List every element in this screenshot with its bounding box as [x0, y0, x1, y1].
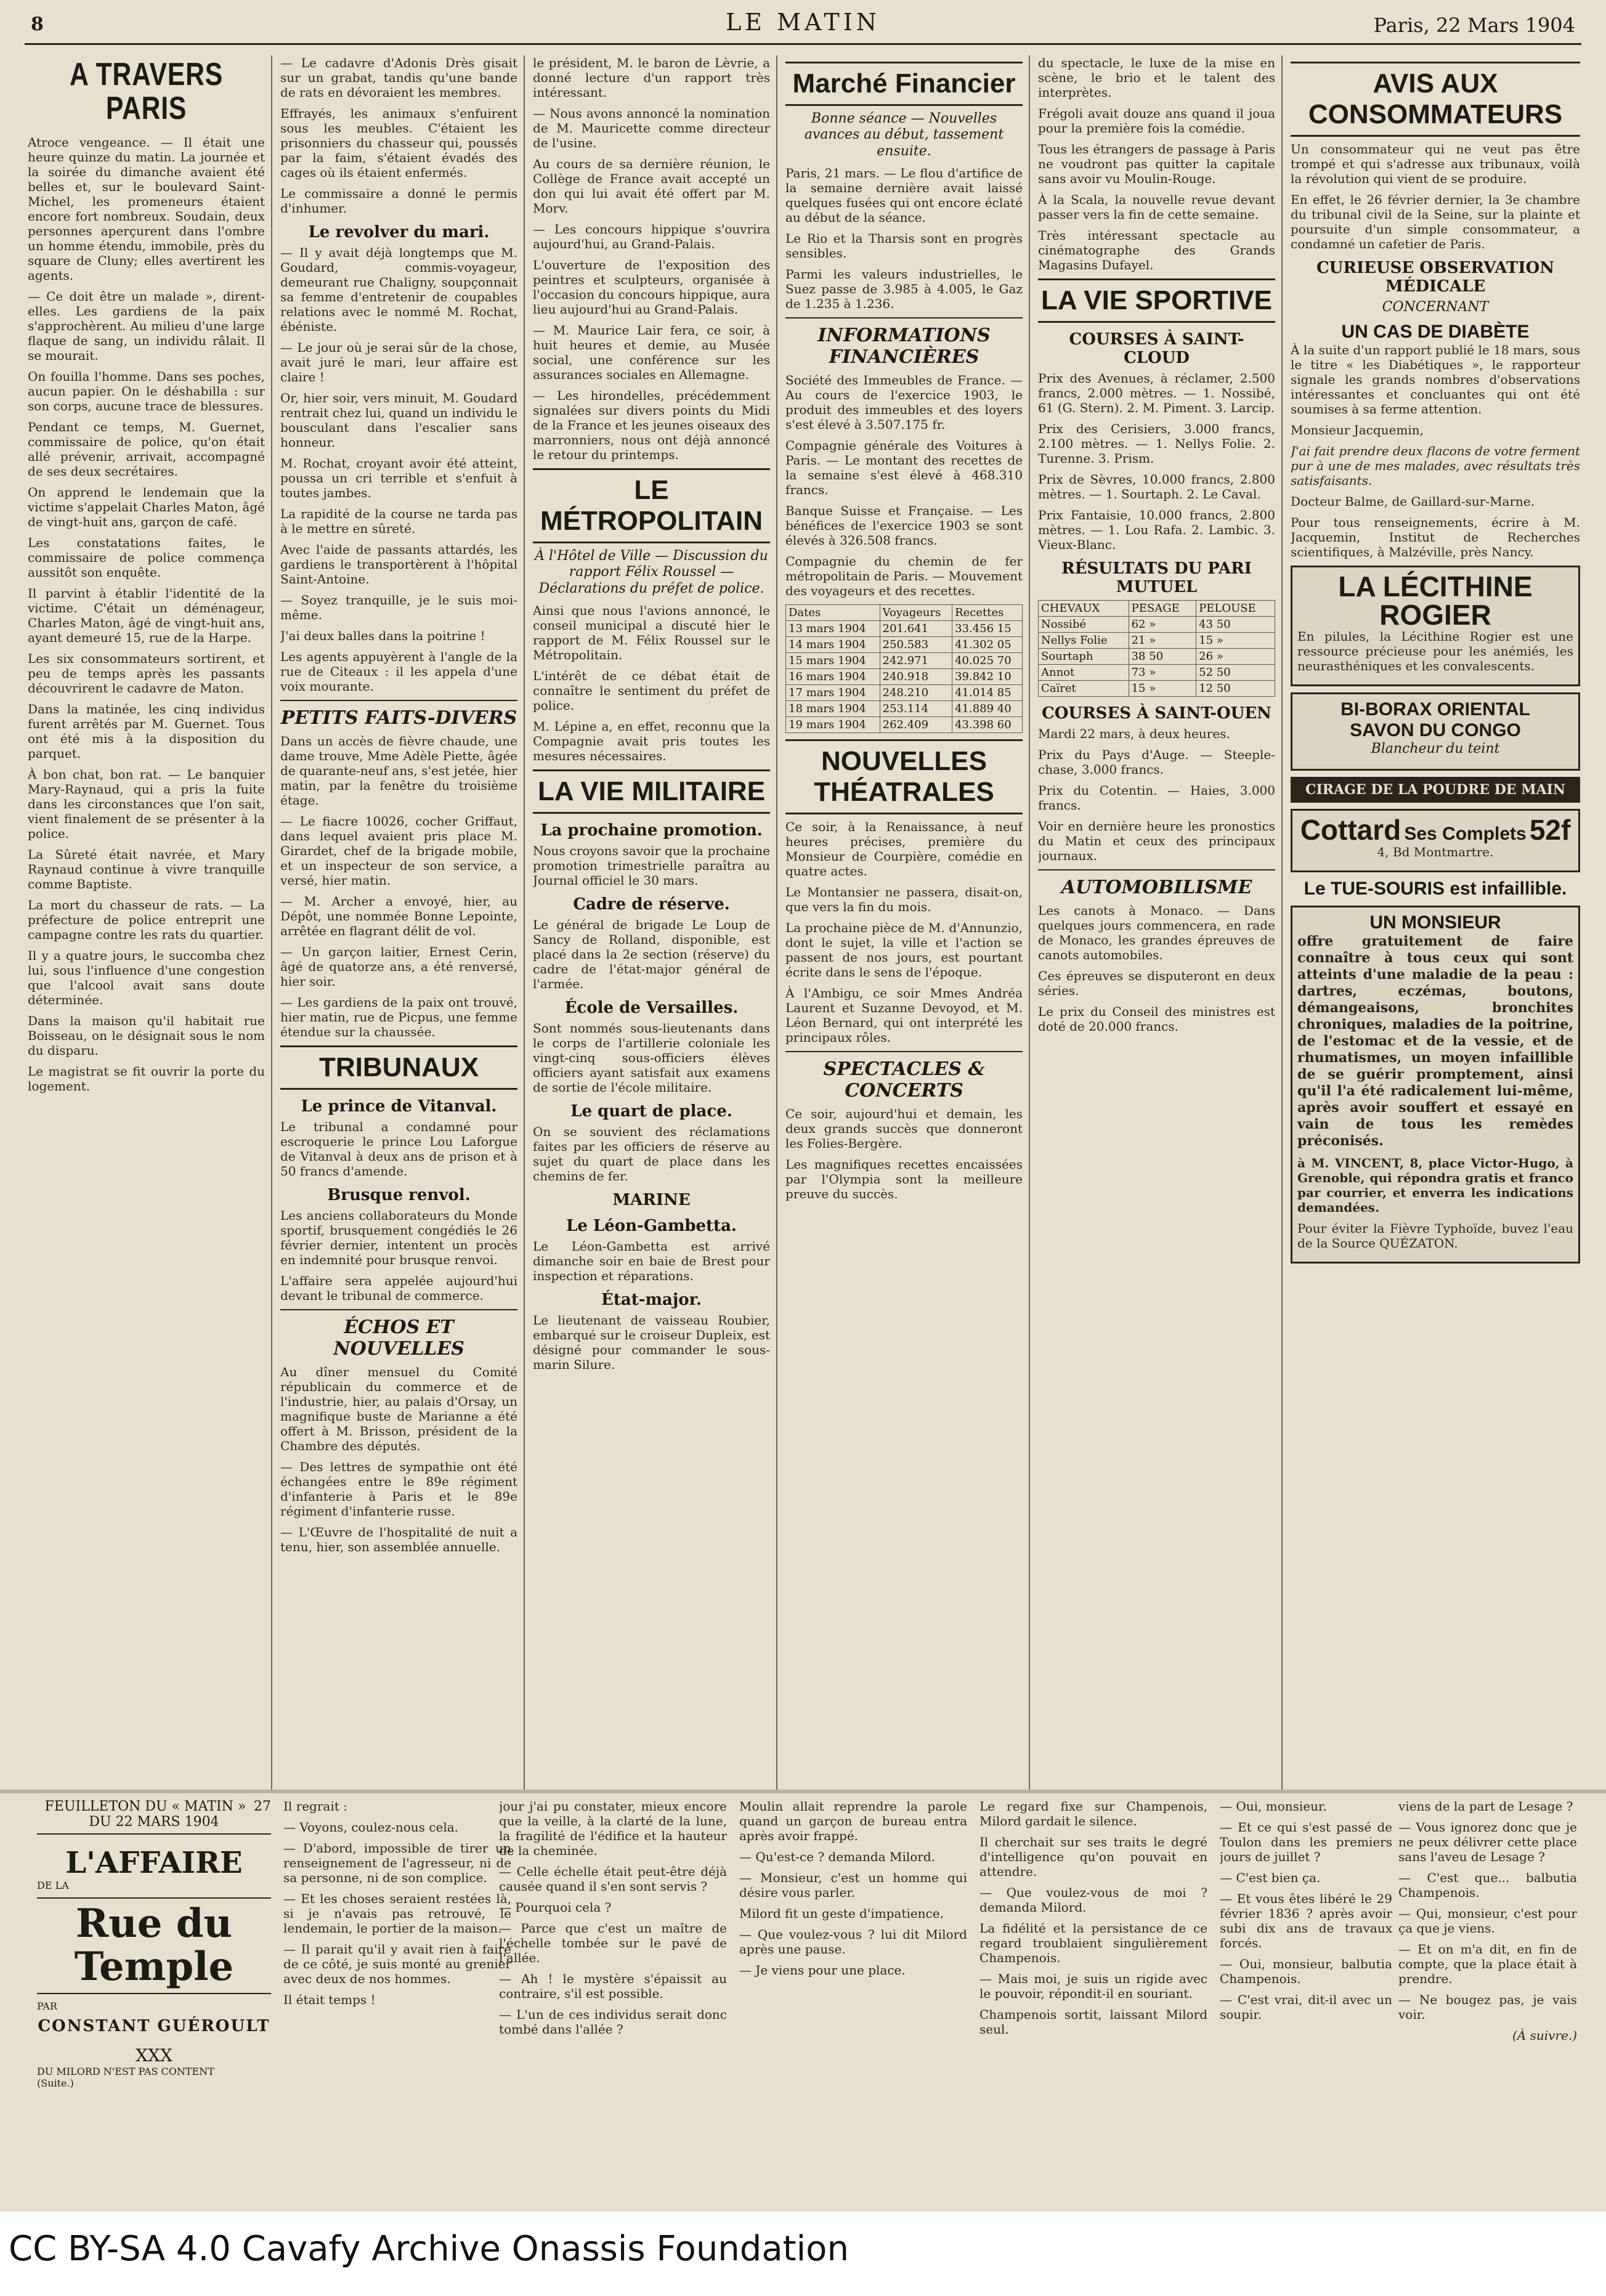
paragraph: — Et les choses seraient restées là, si je n'avais pas retrouvé, le lendemain, le portier de la maison.	[283, 1891, 511, 1936]
table-cell: 33.456 15	[952, 621, 1023, 637]
paragraph: J'ai deux balles dans la poitrine !	[280, 628, 485, 643]
paragraph: — Le jour où je serai sûr de la chose, avait juré le mari, leur affaire est claire !	[280, 340, 517, 384]
column-5	[1038, 55, 1275, 1793]
subheading: Le Léon-Gambetta.	[566, 1217, 737, 1236]
paragraph: Prix Fantaisie, 10.000 francs, 2.800 mètres. — 1. Lou Rafa. 2. Lambic. 3. Vieux-Blanc.	[1038, 508, 1275, 552]
table-cell: 21 »	[1129, 633, 1196, 649]
paragraph: viens de la part de Lesage ?	[1398, 1799, 1573, 1814]
feuilleton-chapter-title: DU MILORD N'EST PAS CONTENT	[37, 2065, 214, 2077]
table-cell: 26 »	[1196, 649, 1275, 665]
paragraph: La mort du chasseur de rats. — La préfecture de police entreprit une campagne contre les rats du quartier.	[28, 898, 265, 943]
table-cell: 43 50	[1196, 617, 1275, 633]
newspaper-name: LE MATIN	[726, 9, 880, 36]
paragraph: Compagnie du chemin de fer métropolitain de Paris. — Mouvement des voyageurs et des recettes.	[785, 554, 1023, 599]
paragraph: — Et vous êtes libéré le 29 février 1836 ? après avoir subi dix ans de travaux forcés.	[1220, 1891, 1392, 1950]
table-cell: 16 mars 1904	[786, 669, 880, 685]
section-title-nouvelles-theatrales: NOUVELLES THÉATRALES	[785, 739, 1023, 814]
table-cell: 15 mars 1904	[786, 653, 880, 669]
feuilleton-title: L'AFFAIRE	[65, 1846, 243, 1880]
paragraph: En effet, le 26 février dernier, la 3e chambre du tribunal civil de la Seine, sur la plainte et poursuite d'un simple consommateur, a condamné un cafetier de Paris.	[1291, 192, 1580, 251]
table-cell: Caïret	[1039, 681, 1129, 697]
section-title-automobilisme: AUTOMOBILISME	[1038, 869, 1275, 898]
ad-text: offre gratuitement de faire connaître à tous ceux qui sont atteints d'une maladie de la peau : dartres, eczémas, boutons, démangeaisons, bronchites chroniques, maladies de la poitrine, de l'estomac et de la vessie, et de rhumatismes, un moyen infaillible de se guérir promptement, ainsi qu'il l'a été radicalement lui-même, après avoir souffert et essayé en vain de tous les remèdes préconisés.	[1297, 933, 1573, 1149]
paragraph: Très intéressant spectacle au cinématographe des Grands Magasins Dufayel.	[1038, 228, 1275, 272]
paragraph: — Et ce qui s'est passé de Toulon dans les premiers jours de juillet ?	[1220, 1820, 1392, 1864]
paragraph: Il était temps !	[283, 1992, 376, 2007]
paragraph: Dans la maison qu'il habitait rue Boisseau, on le désignait sous le nom du disparu.	[28, 1013, 265, 1058]
paragraph: — Il parait qu'il y avait rien à faire de ce côté, je suis monté au grenier avec deux de nos hommes.	[283, 1942, 511, 1986]
table-cell: Nellys Folie	[1039, 633, 1129, 649]
feuilleton-by: PAR	[37, 2000, 57, 2012]
paragraph: — C'est vrai, dit-il avec un soupir.	[1220, 1992, 1392, 2022]
feuilleton-section	[37, 1799, 1581, 2193]
paragraph: — Que voulez-vous ? lui dit Milord après une pause.	[739, 1927, 967, 1957]
table-row	[786, 637, 1023, 653]
paragraph: — L'un de ces individus serait donc tombé dans l'allée ?	[499, 2007, 727, 2037]
paragraph: — Des lettres de sympathie ont été échangées entre le 89e régiment d'infanterie à Paris et le 89e régiment d'infanterie russe.	[280, 1459, 517, 1519]
paragraph: Il cherchait sur ses traits le degré d'intelligence qu'on pouvait en attendre.	[979, 1835, 1207, 1879]
paragraph: Nous croyons savoir que la prochaine promotion trimestrielle paraîtra au Journal officiel le 30 mars.	[533, 843, 770, 888]
subheading: École de Versailles.	[564, 999, 739, 1018]
ad-title: CIRAGE DE LA POUDRE DE MAIN	[1305, 781, 1566, 798]
section-title-avis-consommateurs: AVIS AUX CONSOMMATEURS	[1291, 62, 1580, 137]
credit-text: CC BY-SA 4.0 Cavafy Archive Onassis Foundation	[9, 2229, 849, 2269]
paragraph: Les canots à Monaco. — Dans quelques jours commencera, en rade de Monaco, les grandes épreuves de canots automobiles.	[1038, 903, 1275, 962]
paragraph: Le tribunal a condamné pour escroquerie le prince Lou Laforgue de Vitanval à deux ans de prison et à 50 francs d'amende.	[280, 1119, 517, 1178]
ad-title: LA LÉCITHINE ROGIER	[1338, 570, 1533, 631]
paragraph: Ce soir, à la Renaissance, à neuf heures précises, première du Monsieur de Courpière, comédie en quatre actes.	[785, 819, 1023, 879]
paragraph: — Ah ! le mystère s'épaissit au contraire, s'il est possible.	[499, 1971, 727, 2001]
paragraph: À la suite d'un rapport publié le 18 mars, sous le titre « les Diabétiques », le rapporteur signale les grands nombres d'observations intéressantes et concluantes qui ont été soumises à sa ferme attention.	[1291, 343, 1580, 417]
paragraph: À la Scala, la nouvelle revue devant passer vers la fin de cette semaine.	[1038, 192, 1275, 222]
paragraph: jour j'ai pu constater, mieux encore que la veille, à la clarté de la lune, la fragilité de l'édifice et la hauteur de la cheminée.	[499, 1799, 727, 1858]
paragraph: — Les concours hippique s'ouvrira aujourd'hui, au Grand-Palais.	[533, 222, 770, 251]
subheading: RÉSULTATS DU PARI MUTUEL	[1061, 559, 1252, 596]
paragraph: — Qu'est-ce ? demanda Milord.	[739, 1849, 936, 1864]
paragraph: Au dîner mensuel du Comité républicain du commerce et de l'industrie, hier, au palais d'Orsay, un magnifique buste de Marianne a été offert à M. Brisson, président de la Chambre des députés.	[280, 1365, 517, 1453]
table-cell: 12 50	[1196, 681, 1275, 697]
table-cell: 41.014 85	[952, 685, 1023, 701]
paragraph: Voir en dernière heure les pronostics du Matin et ceux des principaux journaux.	[1038, 819, 1275, 863]
feuilleton-date: DU 22 MARS 1904	[89, 1814, 219, 1830]
paragraph: Champenois sortit, laissant Milord seul.	[979, 2007, 1207, 2037]
column-rule	[1281, 55, 1283, 1793]
paragraph: — Il y avait déjà longtemps que M. Goudard, commis-voyageur, demeurant rue Chaligny, soupçonnait sa femme d'entretenir de coupables relations avec le nommé M. Rochat, ébéniste.	[280, 245, 517, 334]
table-header-cell: Recettes	[952, 605, 1023, 621]
paragraph: Frégoli avait douze ans quand il joua pour la première fois la comédie.	[1038, 106, 1275, 136]
column-rule	[271, 55, 272, 1793]
feuilleton-author: CONSTANT GUÉROULT	[38, 2016, 270, 2035]
paragraph: — C'est bien ça.	[1220, 1870, 1321, 1885]
paragraph: — Qui, monsieur, c'est pour ça que je viens.	[1398, 1906, 1577, 1936]
table-cell: 38 50	[1129, 649, 1196, 665]
table-cell: 73 »	[1129, 665, 1196, 681]
section-title-petits-faits-divers: PETITS FAITS-DIVERS	[280, 700, 517, 729]
section-title-vie-sportive: LA VIE SPORTIVE	[1038, 278, 1275, 323]
paragraph: du spectacle, le luxe de la mise en scène, le brio et le talent des interprètes.	[1038, 55, 1275, 100]
paragraph: Ces épreuves se disputeront en deux séries.	[1038, 968, 1275, 998]
paragraph: Prix des Cerisiers, 3.000 francs, 2.100 mètres. — 1. Nellys Folie. 2. Turenne. 3. Prism.	[1038, 421, 1275, 466]
table-cell: 17 mars 1904	[786, 685, 880, 701]
paragraph: La Sûreté était navrée, et Mary Raynaud continue à vivre tranquille comme Baptiste.	[28, 847, 265, 892]
paragraph: — Voyons, coulez-nous cela.	[283, 1820, 458, 1835]
table-cell: 40.025 70	[952, 653, 1023, 669]
paragraph: Le Rio et la Tharsis sont en progrès sensibles.	[785, 231, 1023, 261]
paragraph: Il regrait :	[283, 1799, 347, 1814]
table-cell: 41.302 05	[952, 637, 1023, 653]
paragraph: — Un garçon laitier, Ernest Cerin, âgé de quatorze ans, a été renversé, hier soir.	[280, 944, 517, 989]
table-row	[1039, 665, 1275, 681]
feuilleton-title-mid: DE LA	[37, 1879, 69, 1891]
feuilleton-column-4	[979, 1799, 1207, 2193]
paragraph: Le Léon-Gambetta est arrivé dimanche soir en baie de Brest pour inspection et réparations.	[533, 1239, 770, 1284]
ad-text: Ses Complets	[1404, 823, 1527, 844]
section-title-informations-financieres: INFORMATIONS FINANCIÈRES	[785, 317, 1023, 368]
paragraph: Les six consommateurs sortirent, et peu de temps après les passants découvrirent le cadavre de Maton.	[28, 651, 265, 696]
subheading: MARINE	[612, 1191, 691, 1210]
borax-ad	[1291, 692, 1580, 770]
paragraph: Pendant ce temps, M. Guernet, commissaire de police, qu'on était allé prévenir, arrivait, accompagné de ses deux secrétaires.	[28, 420, 265, 479]
table-header-row	[786, 605, 1023, 621]
table-row	[1039, 633, 1275, 649]
section-title-vie-militaire: LA VIE MILITAIRE	[533, 769, 770, 814]
paragraph: À bon chat, bon rat. — Le banquier Mary-Raynaud, qui a pris la fuite dans les circonstances que l'on sait, vient finalement de se présenter à la police.	[28, 767, 265, 842]
paragraph: La fidélité et la persistance de ce regard troublaient singulièrement Champenois.	[979, 1921, 1207, 1965]
table-cell: 250.583	[880, 637, 952, 653]
table-cell: Sourtaph	[1039, 649, 1129, 665]
paragraph: On fouilla l'homme. Dans ses poches, aucun papier. On le déshabilla : sur son corps, aucune trace de blessures.	[28, 369, 265, 414]
paragraph: On se souvient des réclamations faites par les officiers de réserve au sujet du quart de place dans les chemins de fer.	[533, 1124, 770, 1184]
paragraph: — Vous ignorez donc que je ne peux délivrer cette place sans l'aveu de Lesage ?	[1398, 1820, 1577, 1864]
subheading: COURSES À SAINT-OUEN	[1042, 704, 1271, 723]
table-header-cell: PELOUSE	[1196, 601, 1275, 617]
ad-address: 4, Bd Montmartre.	[1377, 844, 1494, 859]
ad-title: BI-BORAX ORIENTAL	[1340, 699, 1530, 720]
paragraph: Sont nommés sous-lieutenants dans le corps de l'artillerie coloniale les vingt-cinq sous-officiers élèves officiers ayant satisfait aux examens de sortie de l'école militaire.	[533, 1021, 770, 1095]
paragraph: — D'abord, impossible de tirer un renseignement de l'agresseur, ni de sa personne, ni de son complice.	[283, 1841, 511, 1885]
paragraph: Moulin allait reprendre la parole quand un garçon de bureau entra après avoir frappé.	[739, 1799, 967, 1843]
table-cell: Annot	[1039, 665, 1129, 681]
subheading: Le prince de Vitanval.	[301, 1097, 497, 1116]
table-row	[786, 653, 1023, 669]
paragraph: — Le fiacre 10026, cocher Griffaut, dans lequel avaient pris place M. Girardet, chef de la brigade mobile, et un inspecteur de son service, a versé, hier matin.	[280, 814, 517, 888]
column-rule	[776, 55, 777, 1793]
paragraph: Le général de brigade Le Loup de Sancy de Rolland, disponible, est placé dans la 2e section (réserve) du cadre de l'état-major général de l'armée.	[533, 917, 770, 992]
lecithine-ad	[1291, 566, 1580, 686]
column-4	[785, 55, 1023, 1793]
ad-address: à M. VINCENT, 8, place Victor-Hugo, à Grenoble, qui répondra gratis et franco par courrier, et enverra les indications demandées.	[1297, 1155, 1573, 1215]
paragraph: L'affaire sera appelée aujourd'hui devant le tribunal de commerce.	[280, 1273, 517, 1303]
paragraph: Le regard fixe sur Champenois, Milord gardait le silence.	[979, 1799, 1207, 1828]
betting-results-table	[1038, 600, 1275, 697]
subheading: CURIEUSE OBSERVATION MÉDICALE	[1316, 259, 1554, 296]
paragraph: Ainsi que nous l'avions annoncé, le conseil municipal a discuté hier le rapport de M. Félix Roussel sur le Métropolitain.	[533, 603, 770, 663]
section-title-echos: ÉCHOS ET NOUVELLES	[280, 1309, 517, 1360]
paragraph: Mardi 22 mars, à deux heures.	[1038, 726, 1230, 741]
paragraph: — Que voulez-vous de moi ? demanda Milord.	[979, 1885, 1207, 1915]
credit-bar	[0, 2212, 1606, 2296]
feuilleton-column-5	[1220, 1799, 1392, 2193]
paragraph: — Parce que c'est un maître de l'échelle tombée sur le pavé de l'allée.	[499, 1921, 727, 1965]
paragraph: Milord fit un geste d'impatience.	[739, 1906, 944, 1921]
section-subtitle: Bonne séance — Nouvelles avances au début, tassement ensuite.	[804, 111, 1004, 159]
paragraph: Il parvint à établir l'identité de la victime. C'était un déménageur, Charles Maton, âgé de vingt-huit ans, ayant demeuré 15, rue de la Harpe.	[28, 586, 265, 646]
paragraph: Il y a quatre jours, le succomba chez lui, sous l'influence d'une congestion que l'alcool avait sans doute déterminée.	[28, 948, 265, 1008]
table-cell: 14 mars 1904	[786, 637, 880, 653]
paragraph: M. Lépine a, en effet, reconnu que la Compagnie avait pris toutes les mesures nécessaires.	[533, 719, 770, 764]
feuilleton-chapter-note: (Suite.)	[37, 2077, 74, 2089]
table-header-cell: PESAGE	[1129, 601, 1196, 617]
column-2	[280, 55, 517, 1793]
paragraph: Le Montansier ne passera, disait-on, que vers la fin du mois.	[785, 885, 1023, 915]
cirage-ad	[1291, 777, 1580, 803]
table-cell: 13 mars 1904	[786, 621, 880, 637]
cottard-ad	[1291, 809, 1580, 872]
paragraph: L'intérêt de ce débat était de connaître le sentiment du préfet de police.	[533, 668, 770, 713]
column-1	[28, 55, 265, 1793]
paragraph: — Les gardiens de la paix ont trouvé, hier matin, rue de Picpus, une femme étendue sur la chaussée.	[280, 995, 517, 1039]
table-row	[1039, 649, 1275, 665]
paragraph: — Oui, monsieur.	[1220, 1799, 1327, 1814]
column-rule	[524, 55, 525, 1793]
table-header-cell: Dates	[786, 605, 880, 621]
paragraph: Atroce vengeance. — Il était une heure quinze du matin. La journée et la soirée du dimanche avaient été belles et, sur le boulevard Saint-Michel, les promeneurs étaient encore fort nombreux. Soudain, deux personnes aperçurent dans l'ombre un homme étendu, immobile, près du square de Cluny; elles avertirent les agents.	[28, 135, 265, 283]
paragraph: — L'Œuvre de l'hospitalité de nuit a tenu, hier, son assemblée annuelle.	[280, 1525, 517, 1554]
paragraph: Le commissaire a donné le permis d'inhumer.	[280, 186, 517, 216]
paragraph: — Mais moi, je suis un rigide avec le pouvoir, répondit-il en souriant.	[979, 1971, 1207, 2001]
feuilleton-column-6	[1398, 1799, 1577, 2193]
table-cell: 15 »	[1196, 633, 1275, 649]
section-title-metropolitain: LE MÉTROPOLITAIN	[533, 468, 770, 543]
paragraph: Banque Suisse et Française. — Les bénéfices de l'exercice 1903 se sont élevés à 326.508 francs.	[785, 503, 1023, 548]
table-cell: 52 50	[1196, 665, 1275, 681]
section-title-tribunaux: TRIBUNAUX	[280, 1045, 517, 1090]
table-header-cell: Voyageurs	[880, 605, 952, 621]
paragraph: Paris, 21 mars. — Le flou d'artifice de la semaine dernière avait laissé quelques fusées qui ont encore éclaté au début de la séance.	[785, 166, 1023, 225]
ad-footer: Pour éviter la Fièvre Typhoïde, buvez l'eau de la Source QUÉZATON.	[1297, 1220, 1573, 1251]
paragraph: Société des Immeubles de France. — Au cours de l'exercice 1903, le produit des immeubles et des loyers s'est élevé à 3.507.175 fr.	[785, 373, 1023, 432]
table-header-cell: CHEVAUX	[1039, 601, 1129, 617]
paragraph: Le prix du Conseil des ministres est doté de 20.000 francs.	[1038, 1004, 1275, 1034]
paragraph: — Nous avons annoncé la nomination de M. Mauricette comme directeur de l'usine.	[533, 106, 770, 150]
paragraph: Parmi les valeurs industrielles, le Suez passe de 3.985 à 4.005, le Gaz de 1.235 à 1.236.	[785, 267, 1023, 312]
section-subtitle: CONCERNANT	[1382, 299, 1489, 315]
to-be-continued: (À suivre.)	[1512, 2028, 1577, 2043]
paragraph: Les anciens collaborateurs du Monde sportif, brusquement congédiés le 26 février dernier, intentent un procès en indemnité pour brusque renvoi.	[280, 1208, 517, 1267]
paragraph: Un consommateur qui ne veut pas être trompé et qui s'adresse aux tribunaux, voilà la révolution qui vient de se produire.	[1291, 142, 1580, 186]
subheading: État-major.	[601, 1291, 702, 1310]
paragraph: — Oui, monsieur, balbutia Champenois.	[1220, 1957, 1392, 1986]
table-row	[786, 685, 1023, 701]
paragraph: Docteur Balme, de Gaillard-sur-Marne.	[1291, 494, 1535, 509]
page-number: 8	[31, 14, 44, 35]
ad-title: UN MONSIEUR	[1369, 912, 1501, 933]
ad-brand: Cottard	[1300, 813, 1401, 846]
table-cell: 253.114	[880, 701, 952, 717]
table-cell: Nossibé	[1039, 617, 1129, 633]
feuilleton-chapter: XXX	[136, 2045, 172, 2066]
paragraph: Prix du Pays d'Auge. — Steeple-chase, 3.000 francs.	[1038, 747, 1275, 777]
ad-text: En pilules, la Lécithine Rogier est une ressource précieuse pour les anémiés, les neurasthéniques et les convalescents.	[1297, 629, 1573, 674]
section-subtitle: À l'Hôtel de Ville — Discussion du rapport Félix Roussel — Déclarations du préfet de police.	[535, 548, 768, 596]
paragraph: L'ouverture de l'exposition des peintres et sculpteurs, organisée à l'occasion du concours hippique, aura lieu aujourd'hui au Grand-Palais.	[533, 258, 770, 317]
diabetes-headline: UN CAS DE DIABÈTE	[1341, 322, 1530, 343]
paragraph: — Je viens pour une place.	[739, 1963, 906, 1978]
monsieur-ad	[1291, 906, 1580, 1264]
paragraph: Pour tous renseignements, écrire à M. Jacquemin, Institut de Recherches scientifiques, à Malzéville, près Nancy.	[1291, 515, 1580, 560]
table-cell: 15 »	[1129, 681, 1196, 697]
paragraph: Effrayés, les animaux s'enfuirent sous les meubles. C'étaient les prisonniers du chasseur qui, poussés par la faim, s'étaient évadés des cages où ils étaient enfermés.	[280, 106, 517, 180]
feuilleton-title-main: Rue du Temple	[37, 1897, 271, 1994]
table-cell: 240.918	[880, 669, 952, 685]
ad-price: 52f	[1529, 813, 1571, 846]
paragraph: Prix du Cotentin. — Haies, 3.000 francs.	[1038, 783, 1275, 813]
paragraph: — Monsieur, c'est un homme qui désire vous parler.	[739, 1870, 967, 1900]
column-6	[1291, 55, 1580, 1793]
column-3	[533, 55, 770, 1793]
table-cell: 18 mars 1904	[786, 701, 880, 717]
paragraph: Monsieur Jacquemin,	[1291, 423, 1424, 438]
paragraph: La prochaine pièce de M. d'Annunzio, dont le sujet, la ville et l'action se passent de nos jours, est pourtant écrite dans le sens de l'époque.	[785, 920, 1023, 980]
paragraph: La rapidité de la course ne tarda pas à le mettre en sûreté.	[280, 506, 517, 536]
feuilleton-label-text: FEUILLETON DU « MATIN »	[44, 1799, 246, 1814]
paragraph: — Les hirondelles, précédemment signalées sur divers points du Midi de la France et les jeunes oiseaux des marronniers, nous ont déjà annoncé le retour du printemps.	[533, 388, 770, 462]
subheading: Le revolver du mari.	[308, 223, 490, 241]
paragraph: — Soyez tranquille, je le suis moi-même.	[280, 593, 517, 622]
feuilleton-label	[37, 1799, 271, 1835]
table-cell: 62 »	[1129, 617, 1196, 633]
subheading: Le quart de place.	[570, 1102, 732, 1121]
page-header	[25, 6, 1581, 45]
table-cell: 242.971	[880, 653, 952, 669]
subheading: La prochaine promotion.	[540, 821, 763, 840]
table-row	[786, 701, 1023, 717]
table-row	[1039, 617, 1275, 633]
ad-subtext: Blancheur du teint	[1371, 741, 1500, 757]
section-title-spectacles: SPECTACLES & CONCERTS	[785, 1051, 1023, 1101]
table-cell: 262.409	[880, 717, 952, 733]
paragraph: — Ne bougez pas, je vais voir.	[1398, 1992, 1577, 2022]
paragraph: Compagnie générale des Voitures à Paris. — Le montant des recettes de la semaine s'est élevé à 468.310 francs.	[785, 438, 1023, 498]
paragraph: J'ai fait prendre deux flacons de votre ferment pur à une de mes malades, avec résultats très satisfaisants.	[1291, 444, 1580, 489]
feuilleton-masthead	[37, 1799, 271, 2193]
paragraph: Les magnifiques recettes encaissées par l'Olympia sont la meilleure preuve du succès.	[785, 1157, 1023, 1202]
paragraph: — Celle échelle était peut-être déjà causée quand il s'en sont servis ?	[499, 1864, 727, 1894]
paragraph: À l'Ambigu, ce soir Mmes Andréa Laurent et Suzanne Devoyod, et M. Léon Bernard, qui ont interprété les principaux rôles.	[785, 986, 1023, 1045]
table-cell: 248.210	[880, 685, 952, 701]
feuilleton-column-1	[283, 1799, 511, 2193]
paragraph: — Et on m'a dit, en fin de compte, que la place était à prendre.	[1398, 1942, 1577, 1986]
ad-title: SAVON DU CONGO	[1350, 720, 1521, 741]
table-cell: 39.842 10	[952, 669, 1023, 685]
section-title-a-travers-paris: A TRAVERS PARIS	[69, 57, 224, 126]
column-rule	[1029, 55, 1030, 1793]
paragraph: — C'est que... balbutia Champenois.	[1398, 1870, 1577, 1900]
paragraph: Les constatations faites, le commissaire de police commença aussitôt son enquête.	[28, 535, 265, 580]
paragraph: Prix de Sèvres, 10.000 francs, 2.800 mètres. — 1. Sourtaph. 2. Le Caval.	[1038, 472, 1275, 501]
subheading: Brusque renvol.	[327, 1186, 471, 1204]
table-cell: 201.641	[880, 621, 952, 637]
paragraph: le président, M. le baron de Lèvrie, a donné lecture d'un rapport très intéressant.	[533, 55, 770, 100]
paragraph: Au cours de sa dernière réunion, le Collège de France avait accepté un don qui lui avait été offert par M. Morv.	[533, 156, 770, 216]
date-line: Paris, 22 Mars 1904	[1373, 14, 1575, 37]
paragraph: Ce soir, aujourd'hui et demain, les deux grands succès que donneront les Folies-Bergère.	[785, 1106, 1023, 1151]
paragraph: Avec l'aide de passants attardés, les gardiens le transportèrent à l'hôpital Saint-Antoine.	[280, 542, 517, 586]
fold-crease	[0, 1790, 1606, 1793]
table-header-row	[1039, 601, 1275, 617]
metro-receipts-table	[785, 604, 1023, 733]
paragraph: Les agents appuyèrent à l'angle de la rue de Citeaux : il les appela d'une voix mourante.	[280, 649, 517, 694]
paragraph: On apprend le lendemain que la victime s'appelait Charles Maton, âgé de vingt-huit ans, garçon de café.	[28, 485, 265, 530]
table-cell: 41.889 40	[952, 701, 1023, 717]
paragraph: Le magistrat se fit ouvrir la porte du logement.	[28, 1064, 265, 1094]
table-row	[786, 621, 1023, 637]
subheading: COURSES À SAINT-CLOUD	[1069, 330, 1244, 367]
paragraph: Le lieutenant de vaisseau Roubier, embarqué sur le croiseur Dupleix, est désigné pour commander le sous-marin Silure.	[533, 1313, 770, 1373]
paragraph: — Le cadavre d'Adonis Drès gisait sur un grabat, tandis qu'une bande de rats en dévoraient les membres.	[280, 55, 517, 100]
feuilleton-column-2	[499, 1799, 727, 2193]
paragraph: — M. Archer a envoyé, hier, au Dépôt, une nommée Bonne Lepointe, arrêtée en flagrant délit de vol.	[280, 894, 517, 938]
table-cell: 43.398 60	[952, 717, 1023, 733]
tue-souris-ad: Le TUE-SOURIS est infaillible.	[1304, 878, 1567, 899]
paragraph: Dans un accès de fièvre chaude, une dame trouve, Mme Adèle Piette, âgée de quarante-neuf ans, s'est jetée, hier matin, par la fenêtre du troisième étage.	[280, 734, 517, 808]
subheading: Cadre de réserve.	[573, 895, 730, 914]
paragraph: — M. Maurice Lair fera, ce soir, à huit heures et demie, au Musée social, une conférence sur les assurances sociales en Allemagne.	[533, 323, 770, 382]
table-row	[1039, 681, 1275, 697]
paragraph: Prix des Avenues, à réclamer, 2.500 francs, 2.000 mètres. — 1. Nossibé, 61 (G. Stern). 2. M. Piment. 3. Larcip.	[1038, 371, 1275, 415]
table-row	[786, 669, 1023, 685]
paragraph: — Pourquoi cela ?	[499, 1900, 612, 1915]
section-title-marche-financier: Marché Financier	[785, 62, 1023, 106]
feuilleton-number: 27	[254, 1799, 271, 1814]
paragraph: Or, hier soir, vers minuit, M. Goudard rentrait chez lui, quand un individu le bousculant dans l'escalier sans honneur.	[280, 391, 517, 450]
paragraph: M. Rochat, croyant avoir été atteint, poussa un cri terrible et s'enfuit à toutes jambes.	[280, 456, 517, 500]
paragraph: Tous les étrangers de passage à Paris ne voudront pas quitter la capitale sans avoir vu Moulin-Rouge.	[1038, 142, 1275, 186]
table-row	[786, 717, 1023, 733]
feuilleton-column-3	[739, 1799, 967, 2193]
table-cell: 19 mars 1904	[786, 717, 880, 733]
paragraph: — Ce doit être un malade », dirent-elles. Les gardiens de la paix s'approchèrent. Au milieu d'une large flaque de sang, un individu râlait. Il se mourait.	[28, 289, 265, 363]
paragraph: Dans la matinée, les cinq individus furent arrêtés par M. Guernet. Tous ont été mis à la disposition du parquet.	[28, 702, 265, 761]
